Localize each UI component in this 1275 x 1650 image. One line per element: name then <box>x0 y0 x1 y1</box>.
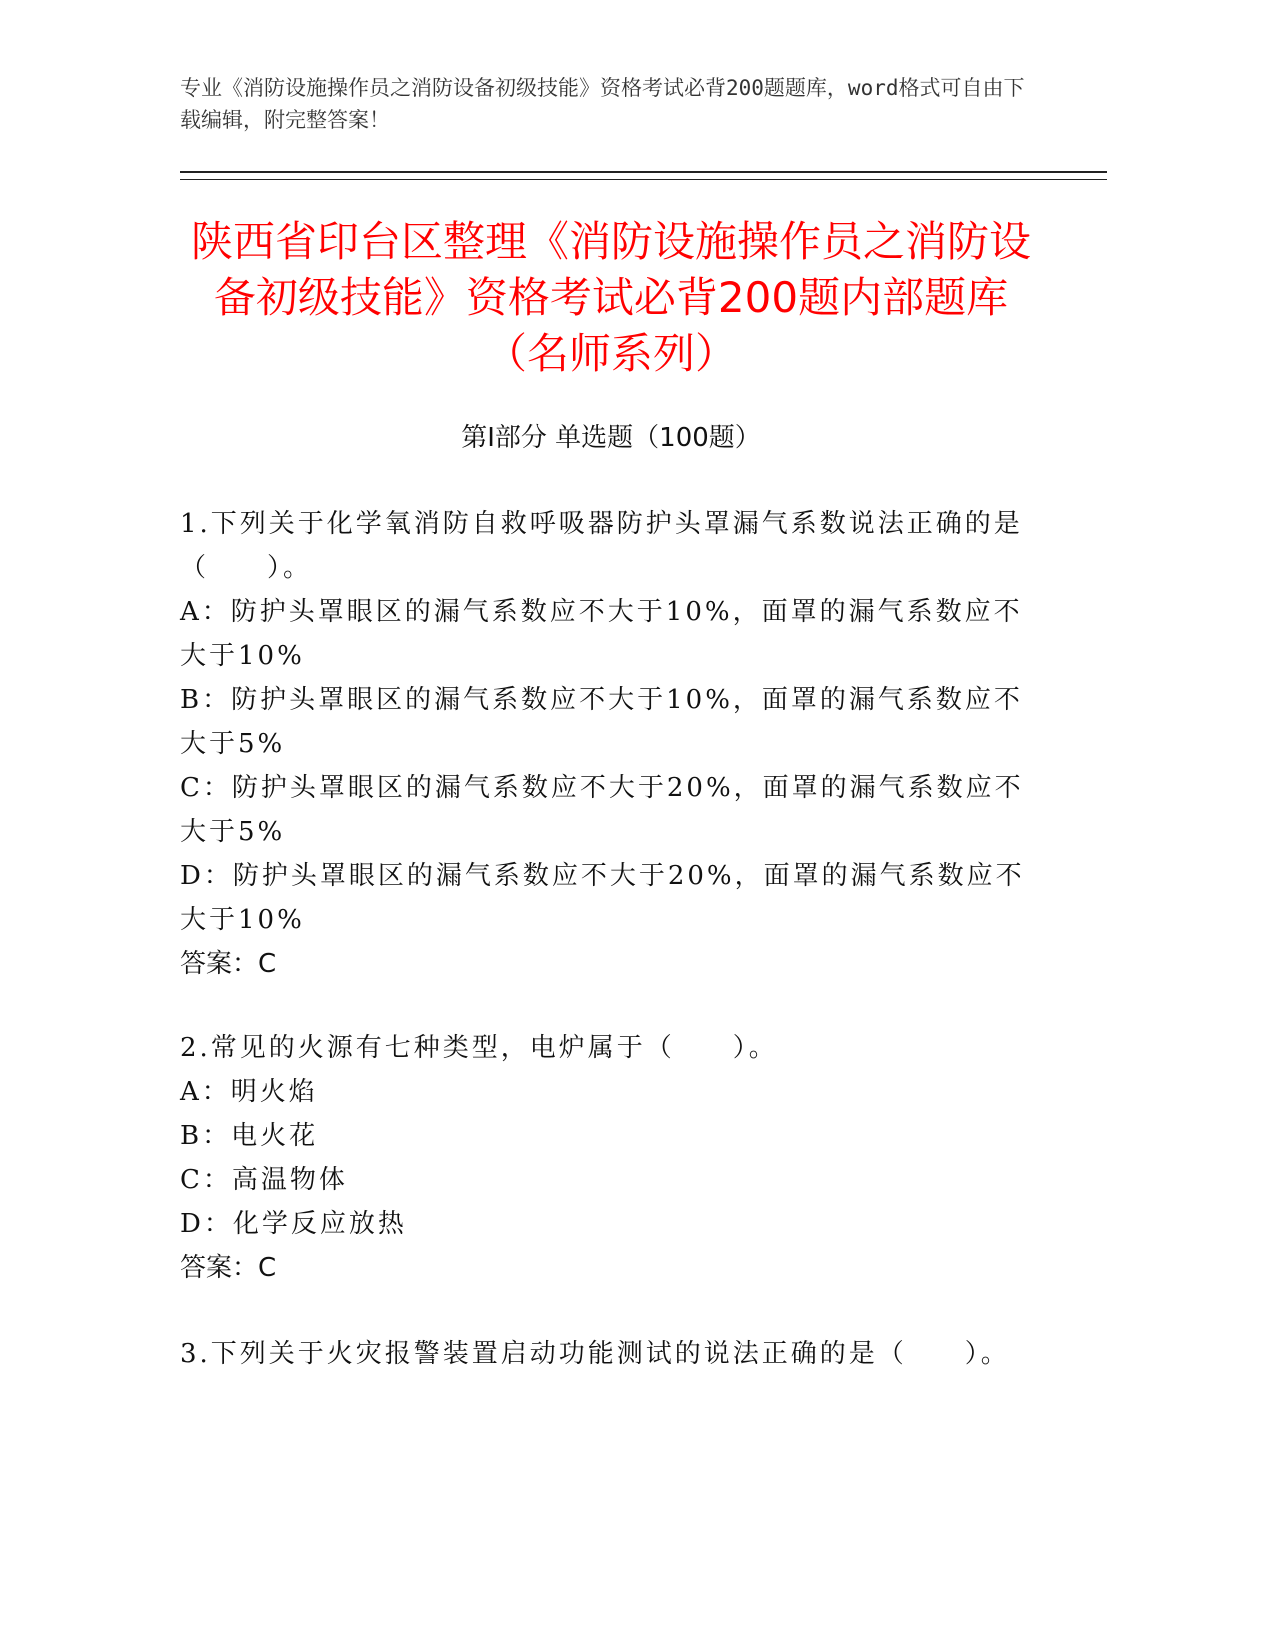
question-stem: 3.下列关于火灾报警装置启动功能测试的说法正确的是（ ）。 <box>180 1339 1010 1369</box>
option-c: C：高温物体 <box>180 1165 348 1195</box>
option-b: B：防护头罩眼区的漏气系数应不大于10%，面罩的漏气系数应不大于5% <box>180 685 1023 759</box>
option-b: B：电火花 <box>180 1121 319 1151</box>
question-stem: 1.下列关于化学氧消防自救呼吸器防护头罩漏气系数说法正确的是（ ）。 <box>180 509 1023 583</box>
answer-label: 答案：C <box>180 949 277 979</box>
header-divider-thick <box>180 171 1107 173</box>
option-d: D：化学反应放热 <box>180 1209 407 1239</box>
option-c: C：防护头罩眼区的漏气系数应不大于20%，面罩的漏气系数应不大于5% <box>180 773 1024 847</box>
answer-label: 答案：C <box>180 1253 277 1283</box>
question-3 <box>180 1332 1025 1376</box>
option-a: A：明火焰 <box>180 1077 318 1107</box>
question-stem: 2.常见的火源有七种类型，电炉属于（ ）。 <box>180 1033 778 1063</box>
document-title: 陕西省印台区整理《消防设施操作员之消防设备初级技能》资格考试必背200题内部题库（名师系列） <box>190 217 1031 378</box>
question-2 <box>180 1026 1025 1290</box>
header-divider-thin <box>180 179 1107 180</box>
question-1 <box>180 502 1025 986</box>
section-heading: 第Ⅰ部分 单选题（100题） <box>461 423 761 453</box>
option-a: A：防护头罩眼区的漏气系数应不大于10%，面罩的漏气系数应不大于10% <box>180 597 1023 671</box>
header-note: 专业《消防设施操作员之消防设备初级技能》资格考试必背200题题库，word格式可自由下载编辑，附完整答案！ <box>180 76 1025 132</box>
option-d: D：防护头罩眼区的漏气系数应不大于20%，面罩的漏气系数应不大于10% <box>180 861 1025 935</box>
